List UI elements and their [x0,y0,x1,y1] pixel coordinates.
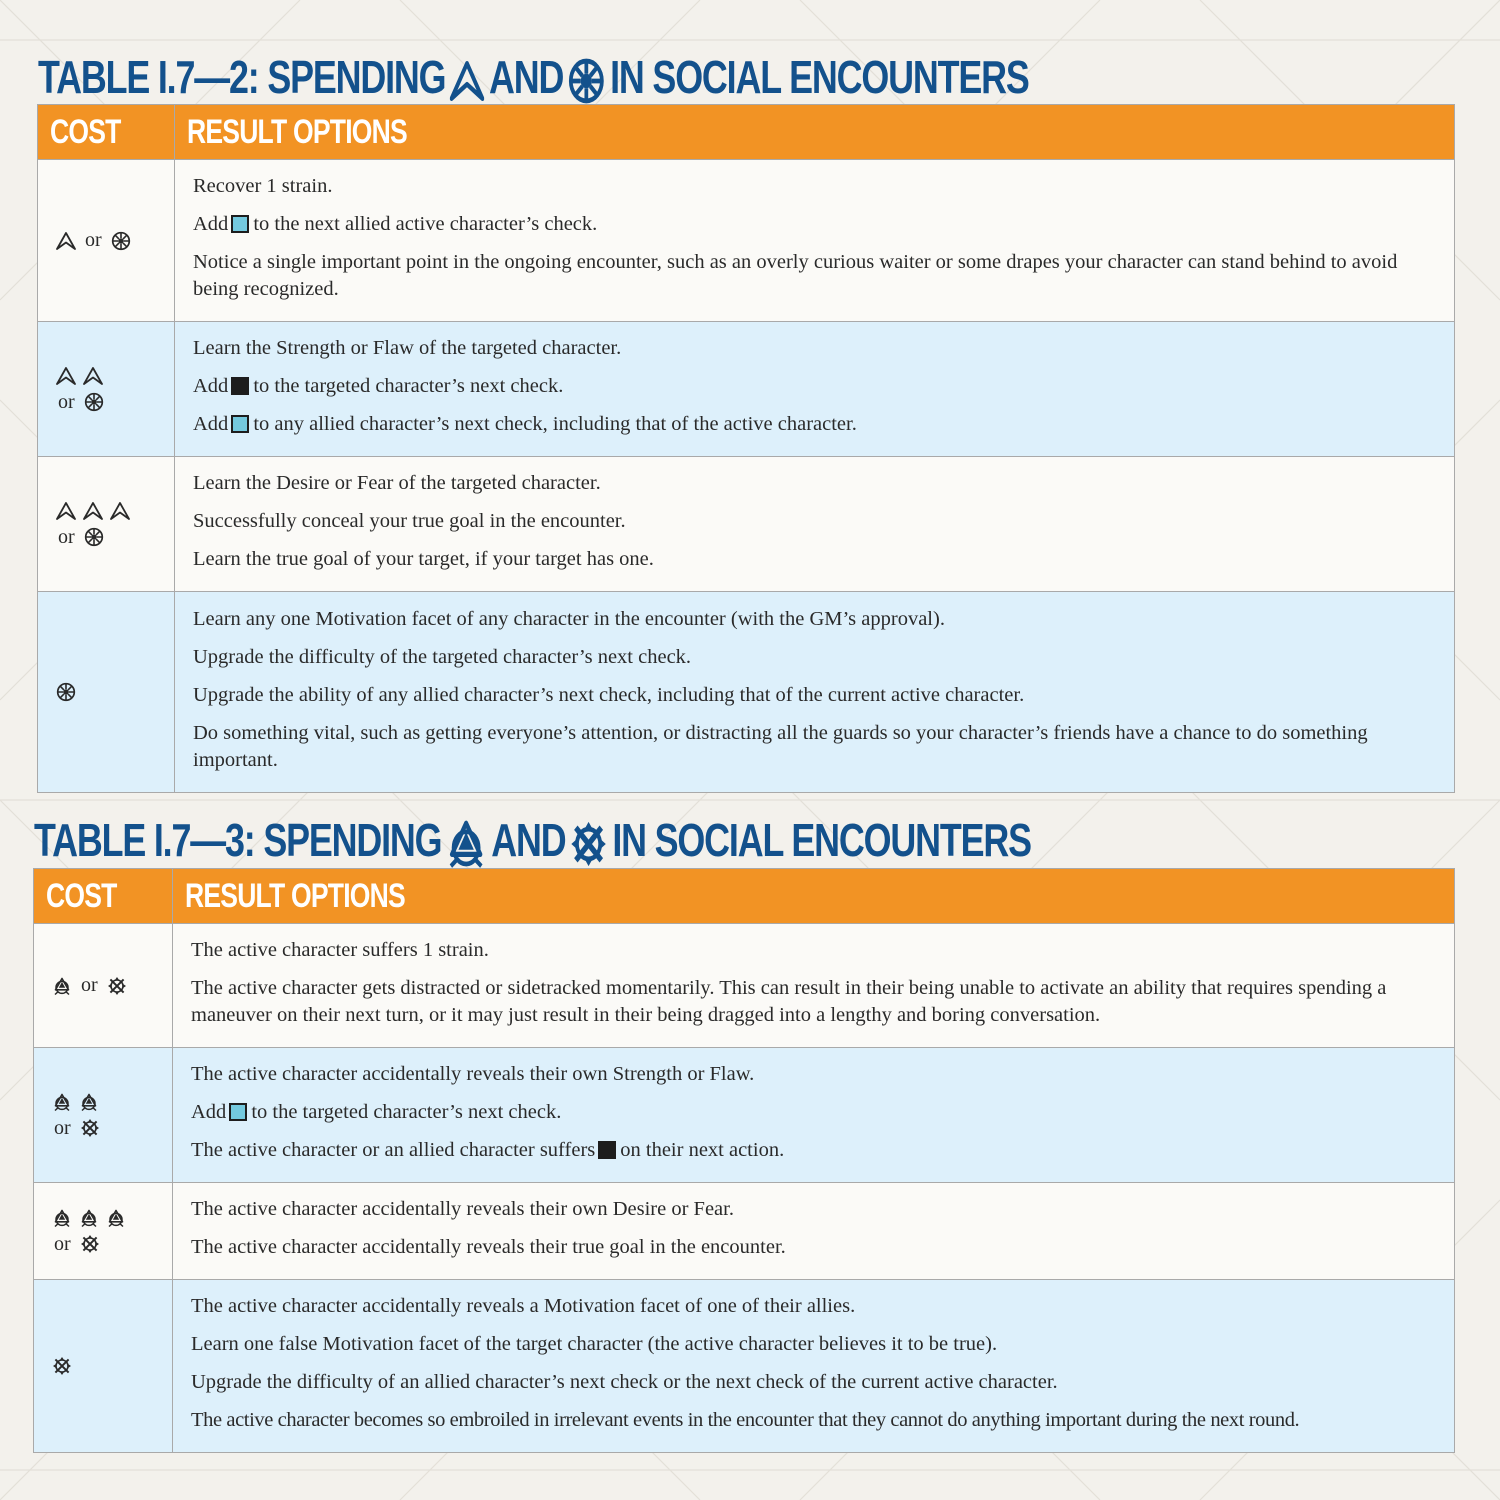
despair-icon [80,1118,100,1138]
cost-cell [38,322,175,457]
triumph-icon [568,57,605,105]
result-options-cell [173,1183,1455,1280]
result-options-cell [175,592,1455,793]
result-options-cell [175,160,1455,322]
advantage-icon [83,501,103,521]
result-options-cell [175,457,1455,592]
advantage-icon [450,59,484,103]
boost-die-icon [231,215,249,233]
table-3-title [34,815,1031,870]
title-prefix: TABLE I.7—2: SPENDING [38,51,446,103]
cost-cell [38,592,175,793]
threat-icon [52,976,72,996]
result-option: Learn the true goal of your target, if your target has one. [193,548,654,570]
setback-die-icon [231,377,249,395]
table-2 [37,104,1455,793]
title-and: AND [489,51,564,103]
table-3 [33,868,1455,1453]
advantage-icon [56,501,76,521]
despair-icon [52,1356,72,1376]
table-2-title [38,52,1029,105]
or-label: or [54,1116,71,1139]
result-option: Learn the Desire or Fear of the targeted character. [193,472,601,494]
result-options-cell [173,1048,1455,1183]
result-option: Upgrade the ability of any allied character’s next check, including that of the current active character. [193,683,1025,706]
despair-icon [80,1234,100,1254]
table-row [38,322,1455,457]
or-label: or [54,1232,71,1255]
threat-icon [52,1092,72,1112]
result-option: Upgrade the difficulty of the targeted character’s next check. [193,645,692,668]
table-row [34,924,1455,1048]
result-option: The active character becomes so embroiled in irrelevant events in the encounter that they cannot do anything important during the next round. [191,1409,1300,1431]
result-option: Upgrade the difficulty of an allied character’s next check or the next check of the current active character. [191,1371,1058,1393]
cost-cell [38,160,175,322]
title-prefix: TABLE I.7—3: SPENDING [34,814,442,866]
triumph-icon [84,392,104,412]
cost-cell [34,1048,173,1183]
table-row [34,1183,1455,1280]
result-options-cell [173,1280,1455,1453]
result-option: The active character or an allied character suffers on their next action. [191,1139,785,1161]
advantage-icon [56,231,76,251]
advantage-icon [56,366,76,386]
title-suffix: IN SOCIAL ENCOUNTERS [610,51,1029,103]
table-row [34,1048,1455,1183]
or-label: or [85,229,102,251]
result-option: Do something vital, such as getting everyone’s attention, or distracting all the guards so your character’s friends have a chance to do something important. [193,721,1368,771]
result-option: Add to any allied character’s next check, including that of the active character. [193,413,857,435]
result-option: Learn the Strength or Flaw of the targeted character. [193,337,622,359]
title-suffix: IN SOCIAL ENCOUNTERS [612,814,1031,866]
column-header-cost: COST [38,105,175,160]
triumph-icon [111,231,131,251]
result-option: Notice a single important point in the ongoing encounter, such as an overly curious waiter or some drapes your character can stand behind to avoid being recognized. [193,251,1398,300]
threat-icon [446,818,487,870]
table-row [38,160,1455,322]
column-header-result-options: RESULT OPTIONS [175,105,1455,160]
or-label: or [58,390,75,413]
result-option: The active character gets distracted or sidetracked momentarily. This can result in their being unable to activate an ability that requires spending a maneuver on their next turn, or it may just result in their being dragged into a lengthy and boring conversation. [191,977,1387,1026]
boost-die-icon [229,1103,247,1121]
result-option: The active character accidentally reveals their true goal in the encounter. [191,1236,786,1258]
table-row [34,1280,1455,1453]
boost-die-icon [231,415,249,433]
setback-die-icon [598,1141,616,1159]
result-option: Learn one false Motivation facet of the target character (the active character believes it to be true). [191,1333,998,1355]
result-options-cell [175,322,1455,457]
cost-cell [34,924,173,1048]
column-header-result-options: RESULT OPTIONS [173,869,1455,924]
cost-cell [34,1280,173,1453]
result-option: Add to the next allied active character’s check. [193,213,598,235]
result-option: Add to the targeted character’s next check. [193,375,564,397]
threat-icon [52,1208,72,1228]
or-label: or [81,974,98,996]
result-option: Successfully conceal your true goal in the encounter. [193,510,626,532]
despair-icon [570,820,607,868]
column-header-cost: COST [34,869,173,924]
table-row [38,592,1455,793]
result-option: The active character accidentally reveals their own Strength or Flaw. [191,1063,755,1085]
table-row [38,457,1455,592]
result-option: Recover 1 strain. [193,175,333,197]
result-option: The active character suffers 1 strain. [191,939,489,961]
title-and: AND [491,814,566,866]
result-option: Learn any one Motivation facet of any character in the encounter (with the GM’s approval). [193,607,945,630]
triumph-icon [84,527,104,547]
result-option: The active character accidentally reveals their own Desire or Fear. [191,1198,734,1220]
advantage-icon [83,366,103,386]
cost-cell [34,1183,173,1280]
threat-icon [79,1092,99,1112]
table-header-row [34,869,1455,924]
threat-icon [79,1208,99,1228]
result-options-cell [173,924,1455,1048]
despair-icon [107,976,127,996]
cost-cell [38,457,175,592]
threat-icon [106,1208,126,1228]
table-header-row [38,105,1455,160]
or-label: or [58,525,75,548]
triumph-icon [56,682,76,702]
result-option: Add to the targeted character’s next check. [191,1101,562,1123]
result-option: The active character accidentally reveals a Motivation facet of one of their allies. [191,1295,856,1317]
advantage-icon [110,501,130,521]
